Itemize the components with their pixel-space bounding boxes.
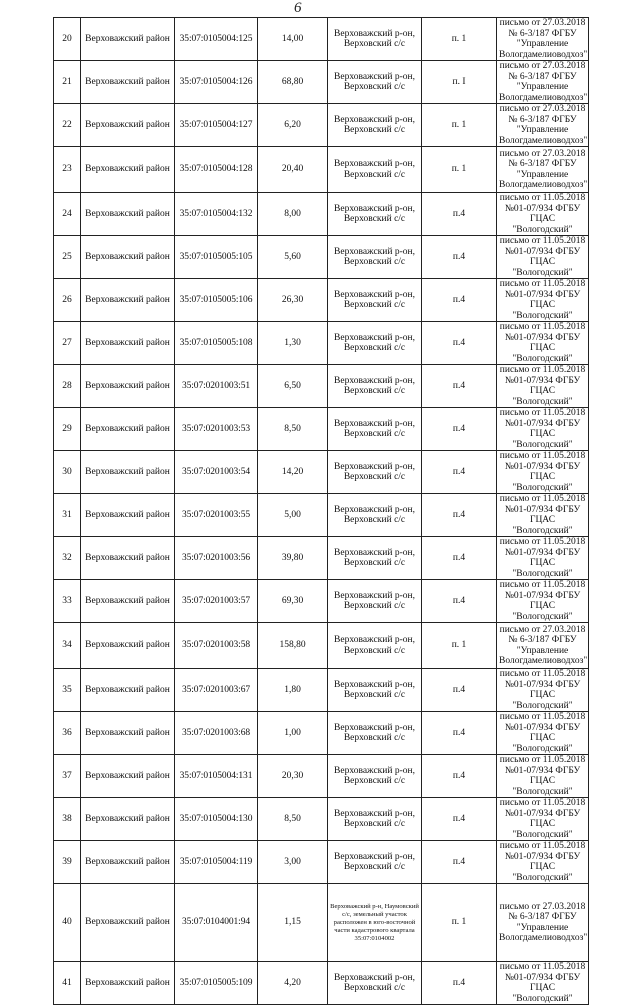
row-number: 35 — [54, 669, 81, 712]
document-cell: письмо от 11.05.2018 №01-07/934 ФГБУ ГЦАС "Вологодский" — [497, 669, 589, 712]
area-cell: 5,00 — [258, 494, 328, 537]
document-cell: письмо от 11.05.2018 №01-07/934 ФГБУ ГЦАС "Вологодский" — [497, 451, 589, 494]
row-number: 29 — [54, 408, 81, 451]
row-number: 26 — [54, 279, 81, 322]
cadastral-number-cell: 35:07:0105005:106 — [175, 279, 258, 322]
document-cell: письмо от 11.05.2018 №01-07/934 ФГБУ ГЦАС "Вологодский" — [497, 537, 589, 580]
row-number: 37 — [54, 755, 81, 798]
location-cell: Верховажский р-он, Верховский с/с — [328, 322, 422, 365]
cadastral-number-cell: 35:07:0201003:57 — [175, 580, 258, 623]
district-cell: Верховажский район — [81, 669, 175, 712]
table-row — [54, 104, 589, 147]
clause-cell: п. 1 — [422, 623, 497, 669]
clause-cell: п.4 — [422, 193, 497, 236]
area-cell: 1,15 — [258, 884, 328, 962]
district-cell: Верховажский район — [81, 61, 175, 104]
district-cell: Верховажский район — [81, 494, 175, 537]
district-cell: Верховажский район — [81, 537, 175, 580]
area-cell: 26,30 — [258, 279, 328, 322]
clause-cell: п.4 — [422, 580, 497, 623]
location-cell: Верховажский р-он, Верховский с/с — [328, 451, 422, 494]
location-cell: Верховажский р-он, Верховский с/с — [328, 104, 422, 147]
clause-cell: п.4 — [422, 712, 497, 755]
location-cell: Верховажский р-он, Верховский с/с — [328, 494, 422, 537]
table-row — [54, 322, 589, 365]
district-cell: Верховажский район — [81, 104, 175, 147]
row-number: 27 — [54, 322, 81, 365]
row-number: 21 — [54, 61, 81, 104]
row-number: 33 — [54, 580, 81, 623]
cadastral-number-cell: 35:07:0201003:51 — [175, 365, 258, 408]
clause-cell: п.4 — [422, 669, 497, 712]
location-cell: Верховажский р-он, Верховский с/с — [328, 61, 422, 104]
location-cell: Верховажский р-он, Верховский с/с — [328, 841, 422, 884]
document-cell: письмо от 27.03.2018 № 6-3/187 ФГБУ "Управление Вологдамелиоводхоз" — [497, 884, 589, 962]
area-cell: 20,30 — [258, 755, 328, 798]
district-cell: Верховажский район — [81, 322, 175, 365]
cadastral-number-cell: 35:07:0105005:108 — [175, 322, 258, 365]
district-cell: Верховажский район — [81, 408, 175, 451]
clause-cell: п. 1 — [422, 147, 497, 193]
area-cell: 1,80 — [258, 669, 328, 712]
location-cell: Верховажский р-он, Верховский с/с — [328, 236, 422, 279]
document-cell: письмо от 11.05.2018 №01-07/934 ФГБУ ГЦАС "Вологодский" — [497, 236, 589, 279]
clause-cell: п.4 — [422, 798, 497, 841]
table-row — [54, 755, 589, 798]
area-cell: 3,00 — [258, 841, 328, 884]
area-cell: 14,00 — [258, 18, 328, 61]
clause-cell: п.4 — [422, 962, 497, 1005]
area-cell: 4,20 — [258, 962, 328, 1005]
clause-cell: п.4 — [422, 236, 497, 279]
area-cell: 1,00 — [258, 712, 328, 755]
area-cell: 1,30 — [258, 322, 328, 365]
location-cell: Верховажский р-он, Верховский с/с — [328, 755, 422, 798]
clause-cell: п.4 — [422, 494, 497, 537]
clause-cell: п.4 — [422, 451, 497, 494]
row-number: 31 — [54, 494, 81, 537]
area-cell: 8,50 — [258, 798, 328, 841]
row-number: 23 — [54, 147, 81, 193]
clause-cell: п.4 — [422, 365, 497, 408]
table-row — [54, 365, 589, 408]
location-cell: Верховажский р-он, Верховский с/с — [328, 712, 422, 755]
row-number: 28 — [54, 365, 81, 408]
land-plots-table — [53, 17, 589, 1005]
table-row — [54, 623, 589, 669]
area-cell: 69,30 — [258, 580, 328, 623]
district-cell: Верховажский район — [81, 884, 175, 962]
clause-cell: п.4 — [422, 537, 497, 580]
table-row — [54, 18, 589, 61]
cadastral-number-cell: 35:07:0104001:94 — [175, 884, 258, 962]
row-number: 38 — [54, 798, 81, 841]
cadastral-number-cell: 35:07:0105004:131 — [175, 755, 258, 798]
table-row — [54, 193, 589, 236]
location-cell: Верховажский р-он, Верховский с/с — [328, 147, 422, 193]
page-number: 6 — [294, 0, 302, 16]
location-cell: Верховажский р-он, Верховский с/с — [328, 669, 422, 712]
document-cell: письмо от 11.05.2018 №01-07/934 ФГБУ ГЦАС "Вологодский" — [497, 279, 589, 322]
district-cell: Верховажский район — [81, 147, 175, 193]
district-cell: Верховажский район — [81, 279, 175, 322]
table-row — [54, 798, 589, 841]
location-cell: Верховажский р-он, Верховский с/с — [328, 365, 422, 408]
clause-cell: п.4 — [422, 841, 497, 884]
area-cell: 6,50 — [258, 365, 328, 408]
row-number: 40 — [54, 884, 81, 962]
row-number: 36 — [54, 712, 81, 755]
area-cell: 20,40 — [258, 147, 328, 193]
cadastral-number-cell: 35:07:0105004:130 — [175, 798, 258, 841]
table-row — [54, 669, 589, 712]
document-cell: письмо от 11.05.2018 №01-07/934 ФГБУ ГЦАС "Вологодский" — [497, 755, 589, 798]
clause-cell: п. 1 — [422, 884, 497, 962]
cadastral-number-cell: 35:07:0105004:128 — [175, 147, 258, 193]
row-number: 32 — [54, 537, 81, 580]
clause-cell: п.4 — [422, 408, 497, 451]
location-cell: Верховажский р-он, Верховский с/с — [328, 798, 422, 841]
document-cell: письмо от 11.05.2018 №01-07/934 ФГБУ ГЦАС "Вологодский" — [497, 712, 589, 755]
document-cell: письмо от 11.05.2018 №01-07/934 ФГБУ ГЦАС "Вологодский" — [497, 798, 589, 841]
clause-cell: п. 1 — [422, 18, 497, 61]
table-row — [54, 408, 589, 451]
area-cell: 8,00 — [258, 193, 328, 236]
district-cell: Верховажский район — [81, 580, 175, 623]
table-row — [54, 712, 589, 755]
document-cell: письмо от 11.05.2018 №01-07/934 ФГБУ ГЦАС "Вологодский" — [497, 322, 589, 365]
row-number: 30 — [54, 451, 81, 494]
clause-cell: п.4 — [422, 279, 497, 322]
document-cell: письмо от 11.05.2018 №01-07/934 ФГБУ ГЦАС "Вологодский" — [497, 962, 589, 1005]
location-cell: Верховажский р-н, Наумовский с/с, земельный участок расположен в юго-восточной части кадастрового квартала 35:07:0104002 — [328, 884, 422, 962]
document-cell: письмо от 27.03.2018 № 6-3/187 ФГБУ "Управление Вологдамелиоводхоз" — [497, 623, 589, 669]
document-cell: письмо от 11.05.2018 №01-07/934 ФГБУ ГЦАС "Вологодский" — [497, 193, 589, 236]
clause-cell: п. 1 — [422, 104, 497, 147]
district-cell: Верховажский район — [81, 18, 175, 61]
document-cell: письмо от 27.03.2018 № 6-3/187 ФГБУ "Управление Вологдамелиоводхоз" — [497, 104, 589, 147]
table-row — [54, 537, 589, 580]
location-cell: Верховажский р-он, Верховский с/с — [328, 962, 422, 1005]
clause-cell: п.4 — [422, 322, 497, 365]
row-number: 41 — [54, 962, 81, 1005]
area-cell: 39,80 — [258, 537, 328, 580]
area-cell: 5,60 — [258, 236, 328, 279]
document-cell: письмо от 11.05.2018 №01-07/934 ФГБУ ГЦАС "Вологодский" — [497, 408, 589, 451]
cadastral-number-cell: 35:07:0105004:127 — [175, 104, 258, 147]
district-cell: Верховажский район — [81, 236, 175, 279]
document-cell: письмо от 11.05.2018 №01-07/934 ФГБУ ГЦАС "Вологодский" — [497, 365, 589, 408]
document-cell: письмо от 11.05.2018 №01-07/934 ФГБУ ГЦАС "Вологодский" — [497, 841, 589, 884]
row-number: 39 — [54, 841, 81, 884]
table-row — [54, 279, 589, 322]
area-cell: 14,20 — [258, 451, 328, 494]
table-row — [54, 147, 589, 193]
document-cell: письмо от 27.03.2018 № 6-3/187 ФГБУ "Управление Вологдамелиоводхоз" — [497, 61, 589, 104]
area-cell: 8,50 — [258, 408, 328, 451]
district-cell: Верховажский район — [81, 712, 175, 755]
cadastral-number-cell: 35:07:0105004:119 — [175, 841, 258, 884]
district-cell: Верховажский район — [81, 451, 175, 494]
location-cell: Верховажский р-он, Верховский с/с — [328, 18, 422, 61]
table-row — [54, 494, 589, 537]
document-cell: письмо от 11.05.2018 №01-07/934 ФГБУ ГЦАС "Вологодский" — [497, 580, 589, 623]
area-cell: 6,20 — [258, 104, 328, 147]
table-row — [54, 451, 589, 494]
district-cell: Верховажский район — [81, 755, 175, 798]
document-cell: письмо от 11.05.2018 №01-07/934 ФГБУ ГЦАС "Вологодский" — [497, 494, 589, 537]
district-cell: Верховажский район — [81, 623, 175, 669]
location-cell: Верховажский р-он, Верховский с/с — [328, 580, 422, 623]
area-cell: 158,80 — [258, 623, 328, 669]
clause-cell: п. I — [422, 61, 497, 104]
clause-cell: п.4 — [422, 755, 497, 798]
cadastral-number-cell: 35:07:0105004:125 — [175, 18, 258, 61]
cadastral-number-cell: 35:07:0201003:68 — [175, 712, 258, 755]
location-cell: Верховажский р-он, Верховский с/с — [328, 279, 422, 322]
cadastral-number-cell: 35:07:0201003:53 — [175, 408, 258, 451]
table-row — [54, 841, 589, 884]
document-cell: письмо от 27.03.2018 № 6-3/187 ФГБУ "Управление Вологдамелиоводхоз" — [497, 147, 589, 193]
table-row — [54, 61, 589, 104]
location-cell: Верховажский р-он, Верховский с/с — [328, 537, 422, 580]
cadastral-number-cell: 35:07:0201003:54 — [175, 451, 258, 494]
cadastral-number-cell: 35:07:0105004:126 — [175, 61, 258, 104]
district-cell: Верховажский район — [81, 841, 175, 884]
row-number: 22 — [54, 104, 81, 147]
row-number: 24 — [54, 193, 81, 236]
location-cell: Верховажский р-он, Верховский с/с — [328, 623, 422, 669]
table-row — [54, 884, 589, 962]
document-cell: письмо от 27.03.2018 № 6-3/187 ФГБУ "Управление Вологдамелиоводхоз" — [497, 18, 589, 61]
location-cell: Верховажский р-он, Верховский с/с — [328, 408, 422, 451]
location-cell: Верховажский р-он, Верховский с/с — [328, 193, 422, 236]
table-row — [54, 580, 589, 623]
row-number: 34 — [54, 623, 81, 669]
cadastral-number-cell: 35:07:0201003:58 — [175, 623, 258, 669]
cadastral-number-cell: 35:07:0201003:67 — [175, 669, 258, 712]
district-cell: Верховажский район — [81, 798, 175, 841]
row-number: 25 — [54, 236, 81, 279]
district-cell: Верховажский район — [81, 193, 175, 236]
cadastral-number-cell: 35:07:0105005:105 — [175, 236, 258, 279]
row-number: 20 — [54, 18, 81, 61]
cadastral-number-cell: 35:07:0201003:56 — [175, 537, 258, 580]
table-row — [54, 236, 589, 279]
district-cell: Верховажский район — [81, 962, 175, 1005]
cadastral-number-cell: 35:07:0201003:55 — [175, 494, 258, 537]
cadastral-number-cell: 35:07:0105004:132 — [175, 193, 258, 236]
area-cell: 68,80 — [258, 61, 328, 104]
cadastral-number-cell: 35:07:0105005:109 — [175, 962, 258, 1005]
district-cell: Верховажский район — [81, 365, 175, 408]
table-row — [54, 962, 589, 1005]
